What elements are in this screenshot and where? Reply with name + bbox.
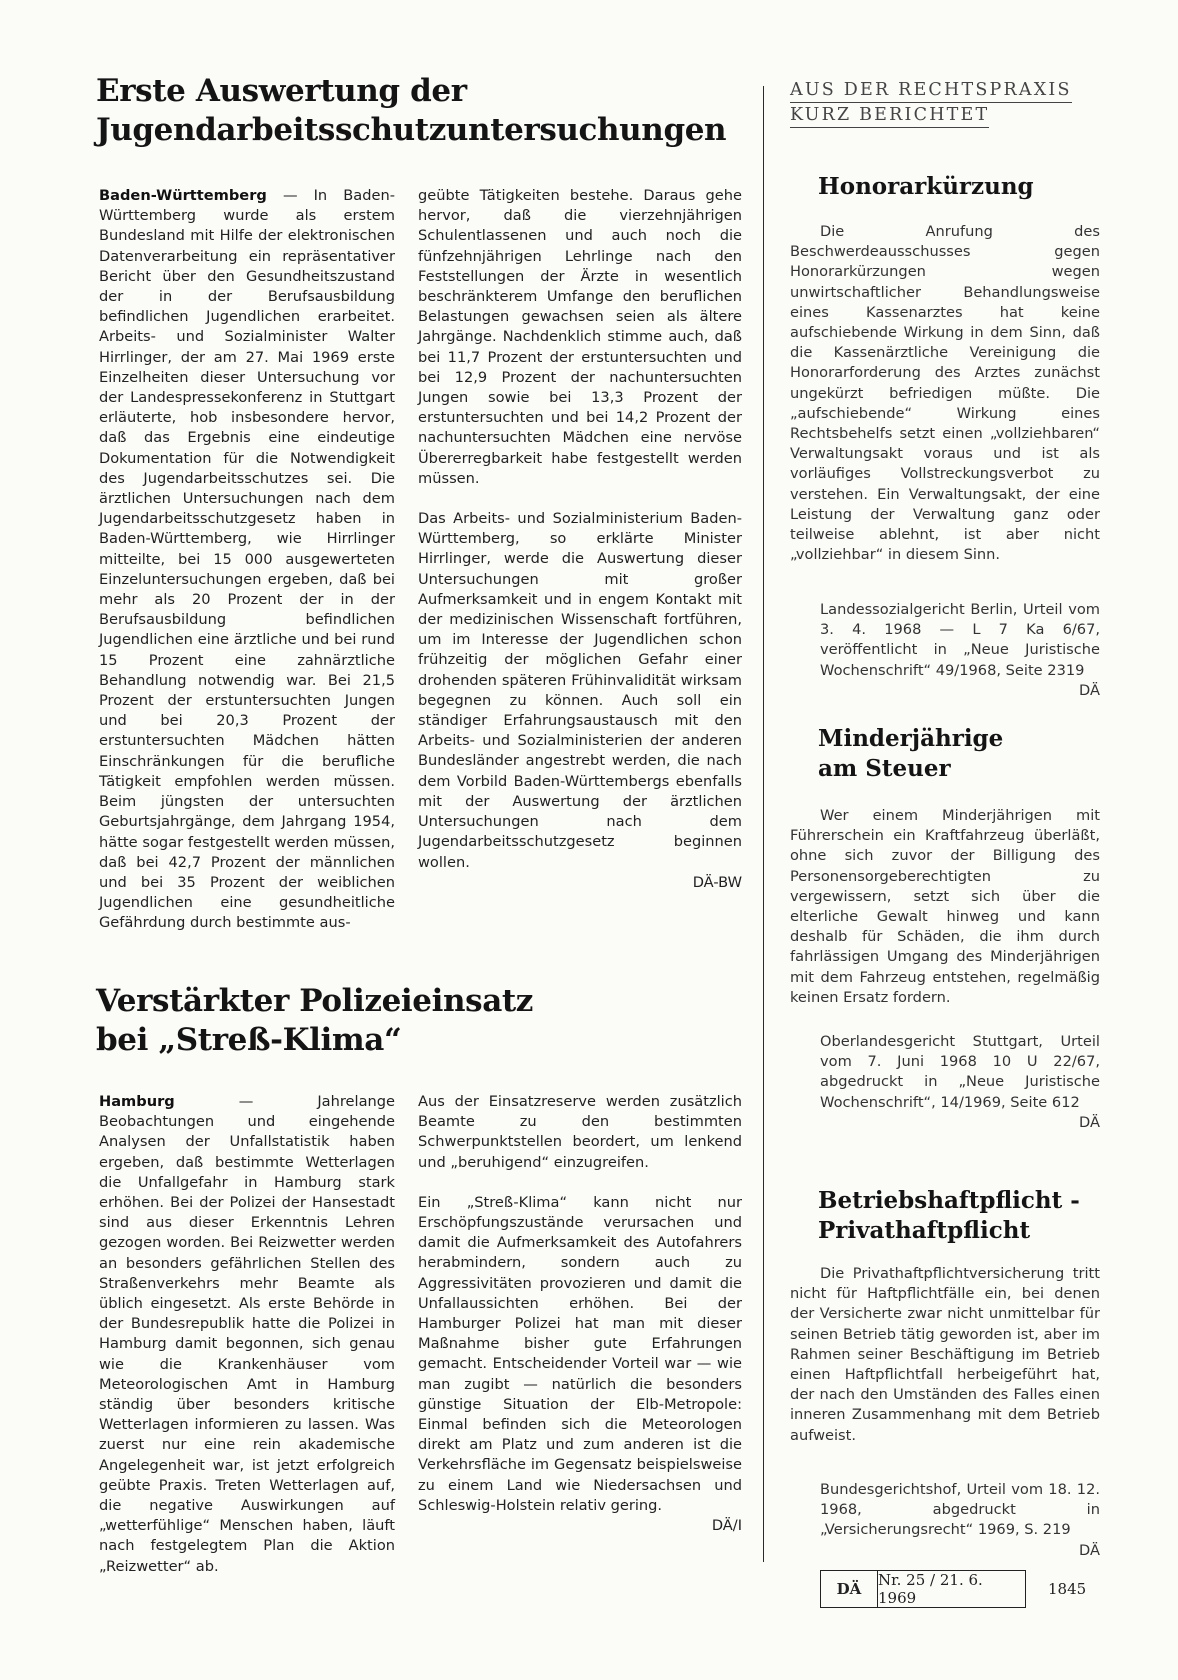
sidebar-item1-body: Die Anrufung des Beschwerdeausschusses gegen Honorarkürzungen wegen unwirtschaftlicher Behandlungsweise eines Kassenarztes hat keine aufschiebende Wirkung in dem Sinn, daß die Kassenärztliche Vereinigung die Honorarforderung des Arztes zunächst ungekürzt befriedigen müßte. Die „aufschiebende“ Wirkung eines Rechtsbehelfs setzt einen „vollziehbaren“ Verwaltungsakt voraus und ist als vorläufiges Vollstreckungsverbot zu verstehen. Ein Verwaltungsakt, der eine Leistung der Verwaltung ganz oder teilweise ablehnt, ist aber nicht „vollziehbar“ in diesem Sinn.	[790, 223, 1100, 564]
sidebar-item3-citation-wrap	[820, 1480, 1100, 1561]
article2-col1-text: — Jahrelange Beobachtungen und eingehende Analysen der Unfallstatistik haben ergeben, daß bestimmte Wetterlagen die Unfallgefahr in Hamburg stark erhöhen. Bei der Polizei der Hansestadt sind aus dieser Erkenntnis Lehren gezogen worden. Bei Reizwetter werden an besonders gefährlichen Stellen des Straßenverkehrs mehr Beamte als üblich eingesetzt. Als erste Behörde in der Bundesrepublik hatte die Polizei in Hamburg damit begonnen, sich genau wie die Krankenhäuser vom Meteorologischen Amt in Hamburg ständig über besonders kritische Wetterlagen informieren zu lassen. Was zuerst nur eine rein akademische Angelegenheit war, ist jetzt erfolgreich geübte Praxis. Treten Wetterlagen auf, die negative Auswirkungen auf „wetterfühlige“ Menschen haben, läuft nach festgelegtem Plan die Aktion „Reizwetter“ ab.	[99, 1093, 395, 1575]
sidebar-item3-title-line2: Privathaftpflicht	[818, 1217, 1031, 1244]
article2-column2	[418, 1092, 742, 1536]
article1-column1	[99, 186, 395, 934]
sidebar-item2-title	[818, 724, 1108, 784]
article2-col1-paragraph	[99, 1092, 395, 1577]
sidebar-item3-body: Die Privathaftpflichtversicherung tritt nicht für Haftpflichtfälle ein, bei denen der Versicherte zwar nicht unmittelbar für seinen Betrieb tätig geworden ist, aber im Rahmen seiner Beschäftigung im Betrieb einen Haftpflichtfall herbeigeführt hat, der nach den Umständen des Falles einen inneren Zusammenhang mit dem Betrieb aufweist.	[790, 1265, 1100, 1444]
sidebar-item3-title-line1: Betriebshaftpflicht -	[818, 1187, 1080, 1214]
sidebar-item1-citation: Landessozialgericht Berlin, Urteil vom 3. 4. 1968 — L 7 Ka 6/67, veröffentlicht in „Neue Juristische Wochenschrift“ 49/1968, Seite 2319	[820, 601, 1100, 679]
article1-column2	[418, 186, 742, 893]
article2-dateline: Hamburg	[99, 1093, 175, 1110]
sidebar-item1-title: Honorarkürzung	[818, 173, 1034, 200]
article2-col2-paragraph1: Aus der Einsatzreserve werden zusätzlich Beamte zu den bestimmten Schwerpunktstellen beordert, um lenkend und „beruhigend“ einzugreifen.	[418, 1093, 742, 1171]
sidebar-item3-title	[818, 1186, 1108, 1246]
article1-col2-paragraph2-text: Das Arbeits- und Sozialministerium Baden-Württemberg, so erklärte Minister Hirrlinger, werde die Auswertung dieser Untersuchungen mit großer Aufmerksamkeit und in engem Kontakt mit der medizinischen Wissenschaft fortführen, um im Interesse der Jugendlichen schon frühzeitig der möglichen Gefahr einer drohenden späteren Frühinvalidität wirksam begegnen zu können. Auch soll ein ständiger Erfahrungsaustausch mit den Arbeits- und Sozialministerien der anderen Bundesländer angestrebt werden, die nach dem Vorbild Baden-Württembergs ebenfalls mit der Auswertung der ärztlichen Untersuchungen nach dem Jugendarbeitsschutzgesetz beginnen wollen.	[418, 510, 742, 871]
article1-col1-text: — In Baden-Württemberg wurde als erstem Bundesland mit Hilfe der elektronischen Datenverarbeitung ein repräsentativer Bericht über den Gesundheitszustand der in der Berufsausbildung befindlichen Jugendlichen erarbeitet. Arbeits- und Sozialminister Walter Hirrlinger, der am 27. Mai 1969 erste Einzelheiten dieser Untersuchung vor der Landespressekonferenz in Stuttgart erläuterte, hob insbesondere hervor, daß das Ergebnis eine eindeutige Dokumentation für die Notwendigkeit des Jugendarbeitsschutzes sei. Die ärztlichen Untersuchungen nach dem Jugendarbeitsschutzgesetz haben in Baden-Württemberg, wie Hirrlinger mitteilte, bei 15 000 ausgewerteten Einzeluntersuchungen ergeben, daß bei mehr als 20 Prozent der in der Berufsausbildung befindlichen Jugendlichen eine ärztliche und bei rund 15 Prozent eine zahnärztliche Behandlung notwendig war. Bei 21,5 Prozent der erstuntersuchten Jungen und bei 20,3 Prozent der erstuntersuchten Mädchen hätten Einschränkungen für die berufliche Tätigkeit empfohlen werden müssen. Beim jüngsten der untersuchten Geburtsjahrgänge, dem Jahrgang 1954, hätte sogar festgestellt werden müssen, daß bei 42,7 Prozent der männlichen und bei 35 Prozent der weiblichen Jugendlichen eine gesundheitliche Gefährdung durch bestimmte aus-	[99, 187, 395, 932]
article1-headline	[96, 72, 727, 150]
article2-column1	[99, 1092, 395, 1577]
page-number: 1845	[1048, 1580, 1087, 1598]
article1-col2-paragraph1: geübte Tätigkeiten bestehe. Daraus gehe hervor, daß die vierzehnjährigen Schulentlassenen und auch noch die fünfzehnjährigen Lehrlinge nach den Feststellungen der Ärzte in wesentlich beschränkterem Umfange den beruflichen Belastungen gewachsen seien als ältere Jahrgänge. Nachdenklich stimme auch, daß bei 11,7 Prozent der erstuntersuchten und bei 12,9 Prozent der nachuntersuchten Jungen sowie bei 13,3 Prozent der erstuntersuchten und bei 14,2 Prozent der nachuntersuchten Mädchen eine nervöse Übererregbarkeit habe festgestellt werden müssen.	[418, 187, 742, 487]
article2-headline	[96, 982, 716, 1060]
issue-info: Nr. 25 / 21. 6. 1969	[878, 1570, 1026, 1608]
article2-signature: DÄ/I	[711, 1517, 742, 1535]
page-footer	[820, 1570, 1086, 1608]
sidebar-item1-body-wrap	[790, 222, 1100, 565]
sidebar-label-line1: AUS DER RECHTSPRAXIS	[790, 78, 1072, 103]
sidebar-item3-signature: DÄ	[1079, 1541, 1100, 1559]
article1-col2-paragraph2	[418, 509, 742, 893]
sidebar-item1-citation-wrap	[820, 600, 1100, 701]
journal-code: DÄ	[820, 1570, 878, 1608]
article1-col1-paragraph	[99, 186, 395, 934]
sidebar-item2-body-wrap	[790, 806, 1100, 1008]
sidebar-item2-title-line2: am Steuer	[818, 755, 951, 782]
article1-headline-line2: Jugendarbeitsschutzuntersuchungen	[96, 112, 727, 149]
article2-col2-paragraph2-text: Ein „Streß-Klima“ kann nicht nur Erschöpfungszustände verursachen und damit die Aufmerksamkeit des Autofahrers herabmindern, sondern auch zu Aggressivitäten provozieren und damit die Unfallaussichten erhöhen. Bei der Hamburger Polizei hat man mit dieser Maßnahme bisher gute Erfahrungen gemacht. Entscheidender Vorteil war — wie man zugibt — natürlich die besonders günstige Situation der Elb-Metropole: Einmal befinden sich die Meteorologen direkt am Platz und zum anderen ist die Verkehrsfläche im Gegensatz beispielsweise zu einem Land wie Niedersachsen und Schleswig-Holstein relativ gering.	[418, 1193, 742, 1514]
sidebar-item2-title-line1: Minderjährige	[818, 725, 1004, 752]
article2-headline-line2: bei „Streß-Klima“	[96, 1022, 402, 1059]
sidebar-item2-signature: DÄ	[1079, 1113, 1100, 1131]
sidebar-section-label	[790, 78, 1072, 128]
article2-col2-paragraph2	[418, 1193, 742, 1536]
sidebar-item2-citation-wrap	[820, 1032, 1100, 1133]
column-divider	[763, 86, 764, 1562]
sidebar-item2-citation: Oberlandesgericht Stuttgart, Urteil vom 7. Juni 1968 10 U 22/67, abgedruckt in „Neue Juristische Wochenschrift“, 14/1969, Seite 612	[820, 1033, 1100, 1111]
article1-signature: DÄ-BW	[692, 873, 742, 891]
sidebar-item3-body-wrap	[790, 1264, 1100, 1446]
article2-headline-line1: Verstärkter Polizeieinsatz	[96, 983, 534, 1019]
sidebar-label-line2: KURZ BERICHTET	[790, 103, 989, 128]
sidebar-item1-signature: DÄ	[1079, 681, 1100, 699]
sidebar-item2-body: Wer einem Minderjährigen mit Führerschein ein Kraftfahrzeug überläßt, ohne sich zuvor der Billigung des Personensorgeberechtigten zu vergewissern, setzt sich über die elterliche Gewalt hinweg und kann deshalb für Schäden, die ihm durch fahrlässigen Umgang des Minderjährigen mit dem Fahrzeug entstehen, regelmäßig keinen Ersatz fordern.	[790, 807, 1100, 1006]
article1-dateline: Baden-Württemberg	[99, 187, 267, 204]
article1-headline-line1: Erste Auswertung der	[96, 73, 467, 109]
sidebar-item3-citation: Bundesgerichtshof, Urteil vom 18. 12. 1968, abgedruckt in „Versicherungsrecht“ 1969, S. 219	[820, 1481, 1100, 1539]
